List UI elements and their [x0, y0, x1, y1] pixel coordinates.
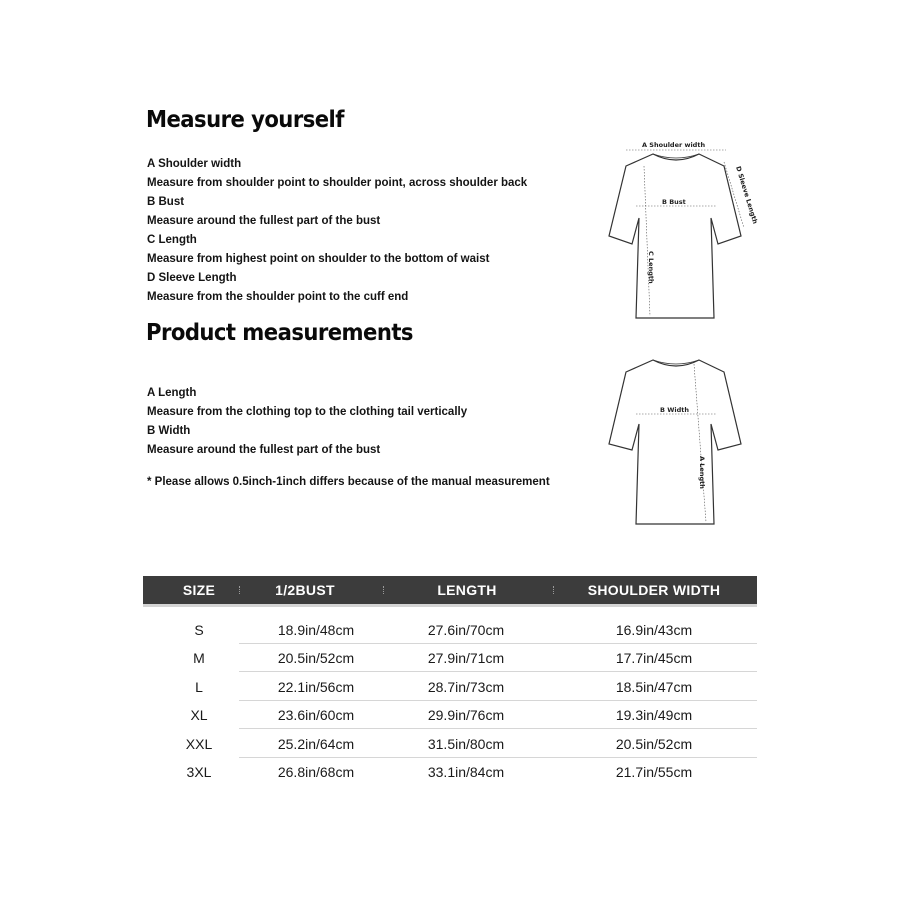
cell-shoulder-width: 19.3in/49cm — [615, 707, 693, 724]
table-row — [143, 758, 757, 786]
instruction-line: B Bust — [147, 196, 185, 208]
cell-size: L — [195, 678, 203, 695]
cell-half-bust: 25.2in/64cm — [277, 735, 355, 752]
cell-length: 27.6in/70cm — [427, 622, 505, 638]
instruction-line: Measure from the clothing top to the clothing tail vertically — [147, 406, 468, 418]
header-half-bust: 1/2BUST — [275, 582, 335, 598]
cell-size: XL — [190, 707, 208, 724]
product-measurements-title: Product measurements — [146, 320, 413, 346]
table-row — [143, 730, 757, 758]
instruction-line: A Length — [147, 387, 197, 399]
instruction-line: C Length — [147, 234, 197, 246]
length-label: A Length — [698, 456, 706, 489]
product-measurements-instructions — [147, 384, 467, 460]
length-label: C Length — [647, 251, 655, 284]
cell-half-bust: 23.6in/60cm — [277, 707, 355, 724]
body-measure-diagram — [596, 136, 760, 326]
cell-length: 33.1in/84cm — [427, 763, 505, 780]
cell-half-bust: 26.8in/68cm — [277, 763, 355, 780]
table-row — [143, 644, 757, 672]
cell-size: S — [194, 622, 204, 638]
sleeve-length-label: D Sleeve Length — [734, 165, 760, 225]
product-measure-diagram — [596, 352, 756, 532]
instruction-line: Measure from shoulder point to shoulder point, across shoulder back — [147, 177, 528, 189]
table-row — [143, 701, 757, 729]
size-table-header — [143, 576, 757, 607]
header-divider — [383, 586, 386, 594]
cell-shoulder-width: 21.7in/55cm — [615, 763, 693, 780]
header-divider — [239, 586, 242, 594]
cell-shoulder-width: 17.7in/45cm — [615, 650, 693, 667]
size-table-body — [143, 616, 757, 786]
header-size: SIZE — [182, 582, 216, 598]
cell-size: 3XL — [186, 763, 212, 780]
instruction-line: Measure around the fullest part of the bust — [147, 444, 381, 456]
cell-length: 28.7in/73cm — [427, 678, 505, 695]
instruction-line: D Sleeve Length — [147, 272, 237, 284]
tshirt-outline — [609, 360, 741, 524]
bust-label: B Bust — [662, 198, 686, 206]
instruction-line: Measure from highest point on shoulder to the bottom of waist — [147, 253, 490, 265]
instruction-line: Measure from the shoulder point to the cuff end — [147, 291, 409, 303]
cell-length: 31.5in/80cm — [427, 735, 505, 752]
header-length: LENGTH — [437, 582, 497, 598]
width-label: B Width — [660, 406, 690, 414]
table-row — [143, 673, 757, 701]
cell-size: M — [193, 650, 205, 667]
cell-shoulder-width: 16.9in/43cm — [615, 622, 693, 638]
instruction-line: Measure around the fullest part of the bust — [147, 215, 381, 227]
cell-half-bust: 20.5in/52cm — [277, 650, 355, 667]
cell-shoulder-width: 18.5in/47cm — [615, 678, 693, 695]
cell-half-bust: 18.9in/48cm — [277, 622, 355, 638]
cell-length: 29.9in/76cm — [427, 707, 505, 724]
measurement-note: * Please allows 0.5inch-1inch differs because of the manual measurement — [147, 476, 550, 488]
tshirt-outline — [609, 154, 741, 318]
shoulder-width-label: A Shoulder width — [642, 141, 706, 149]
table-row — [143, 616, 757, 644]
cell-shoulder-width: 20.5in/52cm — [615, 735, 693, 752]
header-shoulder-width: SHOULDER WIDTH — [587, 582, 721, 598]
measure-yourself-title: Measure yourself — [146, 107, 344, 133]
cell-length: 27.9in/71cm — [427, 650, 505, 667]
instruction-line: B Width — [147, 425, 191, 437]
measure-yourself-instructions — [147, 155, 527, 307]
header-divider — [553, 586, 556, 594]
instruction-line: A Shoulder width — [147, 158, 242, 170]
cell-half-bust: 22.1in/56cm — [277, 678, 355, 695]
cell-size: XXL — [185, 735, 213, 752]
